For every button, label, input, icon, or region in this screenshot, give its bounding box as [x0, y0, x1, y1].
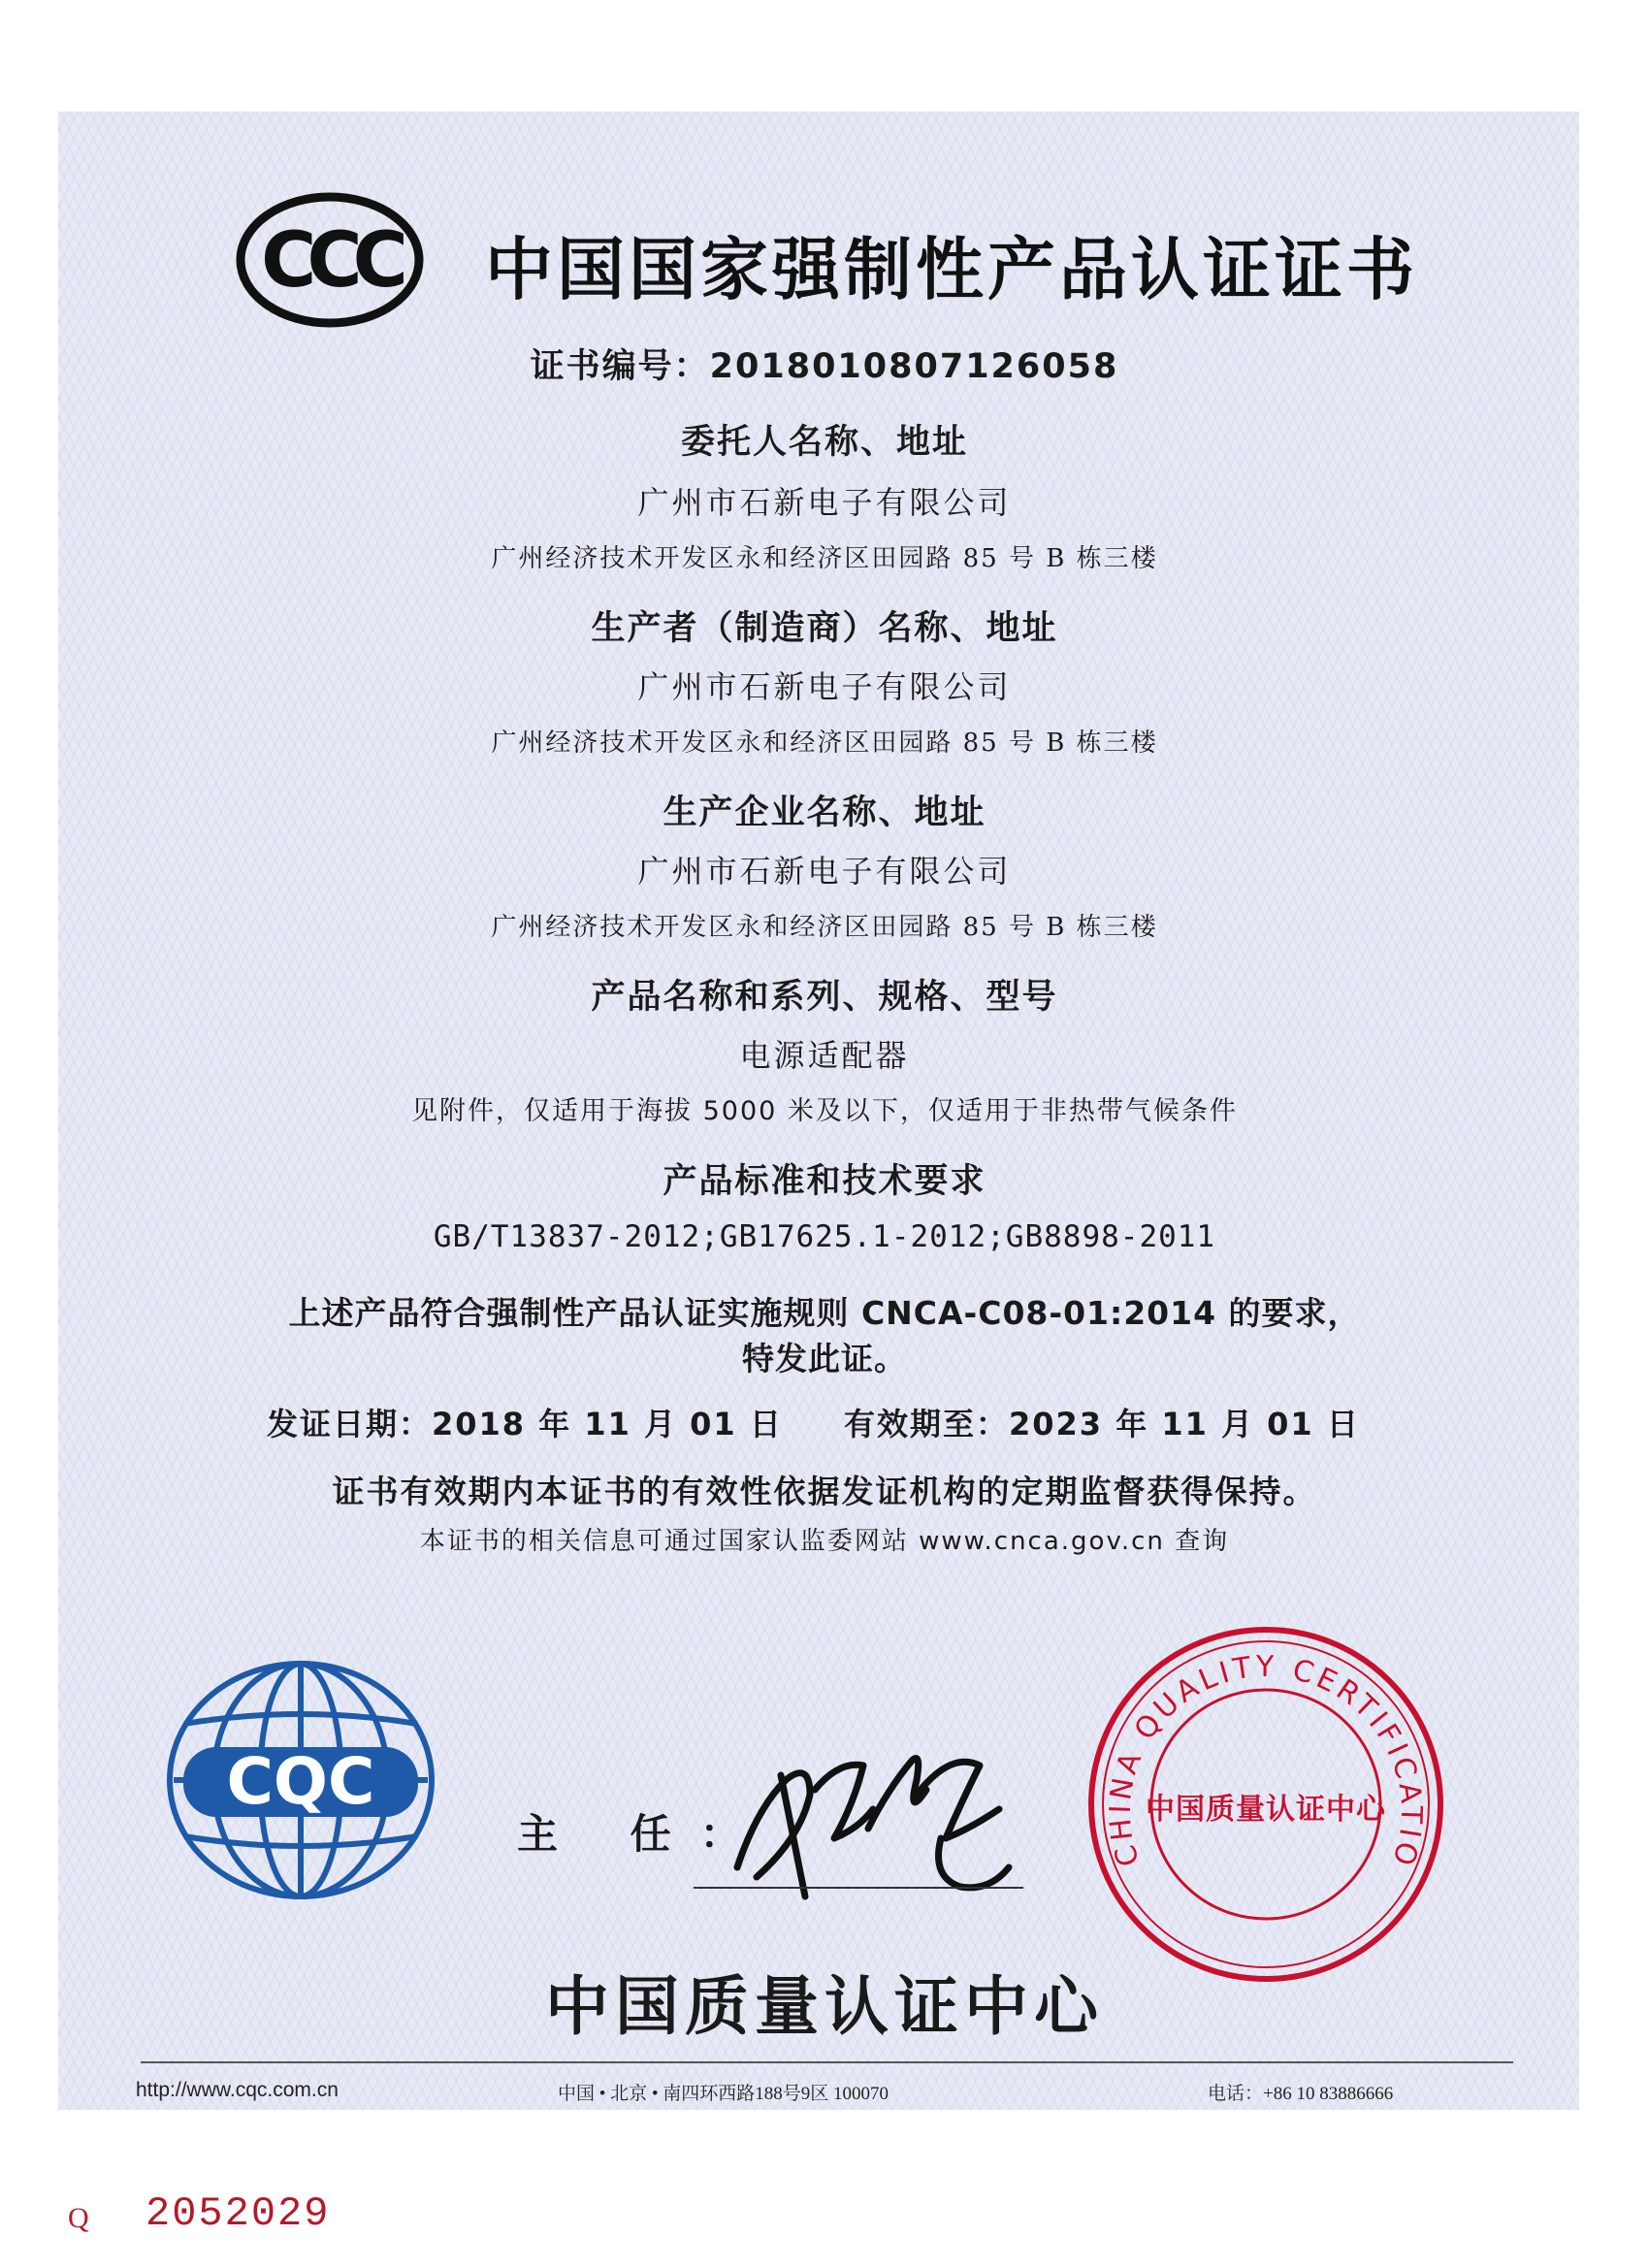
factory-address: 广州经济技术开发区永和经济区田园路 85 号 B 栋三楼 — [491, 913, 1158, 942]
ccc-logo-text: CCC — [261, 217, 399, 305]
factory-heading: 生产企业名称、地址 — [663, 794, 986, 832]
seal-outer-text: CHINA QUALITY CERTIFICATIO — [1103, 1649, 1429, 1873]
footer-website: http://www.cqc.com.cn — [136, 2079, 339, 2101]
standards-list: GB/T13837-2012;GB17625.1-2012;GB8898-2011 — [433, 1219, 1216, 1254]
serial-prefix: Q — [68, 2202, 89, 2234]
info-note: 本证书的相关信息可通过国家认监委网站 www.cnca.gov.cn 查询 — [419, 1527, 1230, 1556]
product-note: 见附件，仅适用于海拔 5000 米及以下，仅适用于非热带气候条件 — [411, 1096, 1238, 1126]
signature-line — [694, 1887, 1023, 1889]
issue-date: 发证日期：2018 年 11 月 01 日 — [267, 1406, 783, 1442]
factory-name: 广州市石新电子有限公司 — [637, 853, 1012, 890]
ccc-logo — [236, 192, 425, 328]
footer-address: 中国 • 北京 • 南四环西路188号9区 100070 — [558, 2084, 889, 2104]
certificate-title: 中国国家强制性产品认证证书 — [485, 230, 1418, 309]
applicant-name: 广州市石新电子有限公司 — [637, 484, 1012, 521]
issuer-name: 中国质量认证中心 — [545, 1969, 1104, 2044]
manufacturer-heading: 生产者（制造商）名称、地址 — [591, 609, 1058, 648]
validity-note: 证书有效期内本证书的有效性依据发证机构的定期监督获得保持。 — [332, 1473, 1317, 1510]
manufacturer-address: 广州经济技术开发区永和经济区田园路 85 号 B 栋三楼 — [491, 729, 1158, 758]
certificate-number: 证书编号：2018010807126058 — [530, 347, 1119, 386]
compliance-statement-end: 特发此证。 — [742, 1340, 907, 1377]
director-label: 主 任： — [517, 1810, 770, 1858]
director-signature — [718, 1722, 1018, 1901]
compliance-statement: 上述产品符合强制性产品认证实施规则 CNCA-C08-01:2014 的要求， — [288, 1294, 1361, 1332]
product-heading: 产品名称和系列、规格、型号 — [591, 978, 1058, 1017]
expiry-date: 有效期至：2023 年 11 月 01 日 — [844, 1406, 1360, 1442]
cqc-logo-text: CQC — [226, 1744, 375, 1819]
footer-phone: 电话：+86 10 83886666 — [1208, 2084, 1394, 2104]
standards-heading: 产品标准和技术要求 — [663, 1162, 986, 1201]
seal-inner-text: 中国质量认证中心 — [1146, 1793, 1386, 1827]
product-name: 电源适配器 — [739, 1037, 910, 1074]
serial-number: 2052029 — [146, 2190, 331, 2237]
applicant-address: 广州经济技术开发区永和经济区田园路 85 号 B 栋三楼 — [491, 544, 1158, 573]
cqc-red-seal — [1082, 1620, 1450, 1989]
applicant-heading: 委托人名称、地址 — [680, 423, 968, 462]
manufacturer-name: 广州市石新电子有限公司 — [637, 668, 1012, 705]
cqc-logo — [160, 1654, 441, 1906]
footer-divider — [141, 2061, 1513, 2063]
